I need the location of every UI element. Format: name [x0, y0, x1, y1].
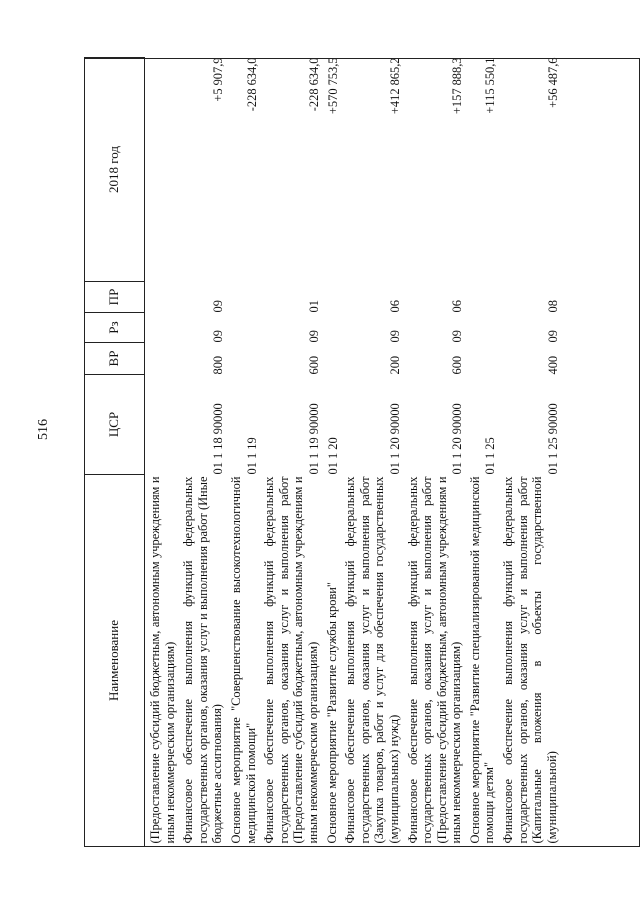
row-amount: +5 907,9: [211, 57, 226, 102]
table-row: [498, 58, 560, 847]
row-pr: [322, 282, 341, 313]
row-name: [465, 475, 498, 847]
row-pr: 09: [211, 300, 226, 313]
header-vr: ВР: [85, 343, 145, 375]
row-name-line: государственных органов, оказания услуг и выполнения работ: [276, 476, 291, 844]
header-rz: Рз: [85, 313, 145, 343]
row-rz: [322, 313, 341, 343]
row-csr: 01 1 20: [325, 437, 340, 475]
row-name-line: Финансовое обеспечение выполнения функций федеральных: [501, 476, 516, 844]
rotated-table-container: [84, 58, 640, 847]
row-rz: 09: [545, 330, 560, 343]
row-name-line: (Предоставление субсидий бюджетным, автономным учреждениям и: [148, 476, 162, 844]
row-name: [403, 475, 465, 847]
row-vr: 400: [545, 355, 560, 375]
row-vr: 200: [387, 355, 402, 375]
table-header-row: [85, 58, 145, 847]
row-name-line: иным некоммерческим организациям): [449, 641, 464, 844]
row-pr: 06: [387, 300, 402, 313]
row-amount: +115 550,1: [483, 57, 498, 114]
row-rz: [145, 313, 179, 343]
row-vr: 600: [306, 355, 321, 375]
row-name-line: государственных органов, оказания услуг и выполнения работ (Иные: [195, 476, 210, 844]
row-rz: 09: [450, 330, 465, 343]
row-name-line: (Капитальные вложения в объекты государственной (муниципальной): [530, 476, 559, 844]
header-year: 2018 год: [85, 58, 145, 282]
row-vr: 800: [211, 355, 226, 375]
row-name-line: Финансовое обеспечение выполнения функций федеральных: [343, 476, 358, 844]
row-name-line: медицинской помощи": [243, 722, 258, 844]
row-name-line: Основное мероприятие "Совершенствование высокотехнологичной: [228, 476, 243, 844]
row-amount: +56 487,6: [545, 57, 560, 108]
row-rz: 09: [306, 330, 321, 343]
row-amount: +570 753,5: [325, 57, 340, 115]
row-name: [322, 475, 341, 847]
row-name-line: Финансовое обеспечение выполнения функций федеральных: [262, 476, 277, 844]
row-csr: 01 1 19: [244, 437, 259, 475]
row-name: [145, 475, 179, 847]
row-rz: 09: [211, 330, 226, 343]
row-csr: 01 1 25 90000: [545, 403, 560, 475]
row-name-line: (Закупка товаров, работ и услуг для обеспечения государственных: [372, 476, 387, 844]
row-name-line: бюджетные ассигнования): [210, 704, 225, 844]
row-csr: 01 1 18 90000: [211, 403, 226, 475]
row-pr: [226, 282, 259, 313]
row-vr: [145, 343, 179, 375]
header-name: Наименование: [85, 475, 145, 847]
row-pr: 06: [450, 300, 465, 313]
budget-table: [84, 57, 560, 847]
row-name-line: иным некоммерческим организациям): [162, 641, 177, 844]
row-pr: 01: [306, 300, 321, 313]
row-name-line: (Предоставление субсидий бюджетным, автономным учреждениям и: [434, 476, 449, 844]
row-amount: -228 634,0: [244, 57, 259, 112]
row-name-line: (Предоставление субсидий бюджетным, автономным учреждениям и: [291, 476, 306, 844]
row-csr: 01 1 25: [483, 437, 498, 475]
row-name-line: Основное мероприятие "Развитие специализированной медицинской: [467, 476, 482, 844]
row-name-line: Основное мероприятие "Развитие службы крови": [324, 582, 339, 844]
header-pr: ПР: [85, 282, 145, 313]
row-amount: +157 888,3: [450, 57, 465, 115]
row-csr: 01 1 20 90000: [387, 403, 402, 475]
row-name-line: иным некоммерческим организациям): [305, 641, 320, 844]
table-row: [322, 58, 341, 847]
table-row: [145, 58, 179, 847]
row-csr: 01 1 19 90000: [306, 403, 321, 475]
row-name-line: помощи детям": [482, 761, 497, 844]
row-name-line: государственных органов, оказания услуг и выполнения работ: [420, 476, 435, 844]
header-csr: ЦСР: [85, 375, 145, 475]
row-vr: 600: [450, 355, 465, 375]
row-name: [498, 475, 560, 847]
row-rz: [226, 313, 259, 343]
row-name-line: Финансовое обеспечение выполнения функций федеральных: [405, 476, 420, 844]
page-number: 516: [36, 419, 51, 440]
row-pr: [465, 282, 498, 313]
row-pr: 08: [545, 300, 560, 313]
row-amount: -228 634,0: [306, 57, 321, 112]
table-row: [465, 58, 498, 847]
row-name: [340, 475, 402, 847]
row-name: [226, 475, 259, 847]
table-row: [178, 58, 226, 847]
table-row: [340, 58, 402, 847]
row-rz: [465, 313, 498, 343]
row-pr: [145, 282, 179, 313]
table-row: [259, 58, 321, 847]
row-name: [178, 475, 226, 847]
row-csr: 01 1 20 90000: [450, 403, 465, 475]
row-name: [259, 475, 321, 847]
row-name-line: Финансовое обеспечение выполнения функций федеральных: [181, 476, 196, 844]
row-name-line: государственных органов, оказания услуг и выполнения работ: [515, 476, 530, 844]
row-vr: [465, 343, 498, 375]
row-name-line: государственных органов, оказания услуг и выполнения работ: [357, 476, 372, 844]
row-name-line: (муниципальных) нужд): [386, 714, 401, 844]
row-amount: [145, 58, 179, 282]
row-csr: [145, 375, 179, 475]
row-vr: [226, 343, 259, 375]
row-amount: +412 865,2: [387, 57, 402, 115]
row-vr: [322, 343, 341, 375]
table-row: [226, 58, 259, 847]
row-rz: 09: [387, 330, 402, 343]
table-row: [403, 58, 465, 847]
